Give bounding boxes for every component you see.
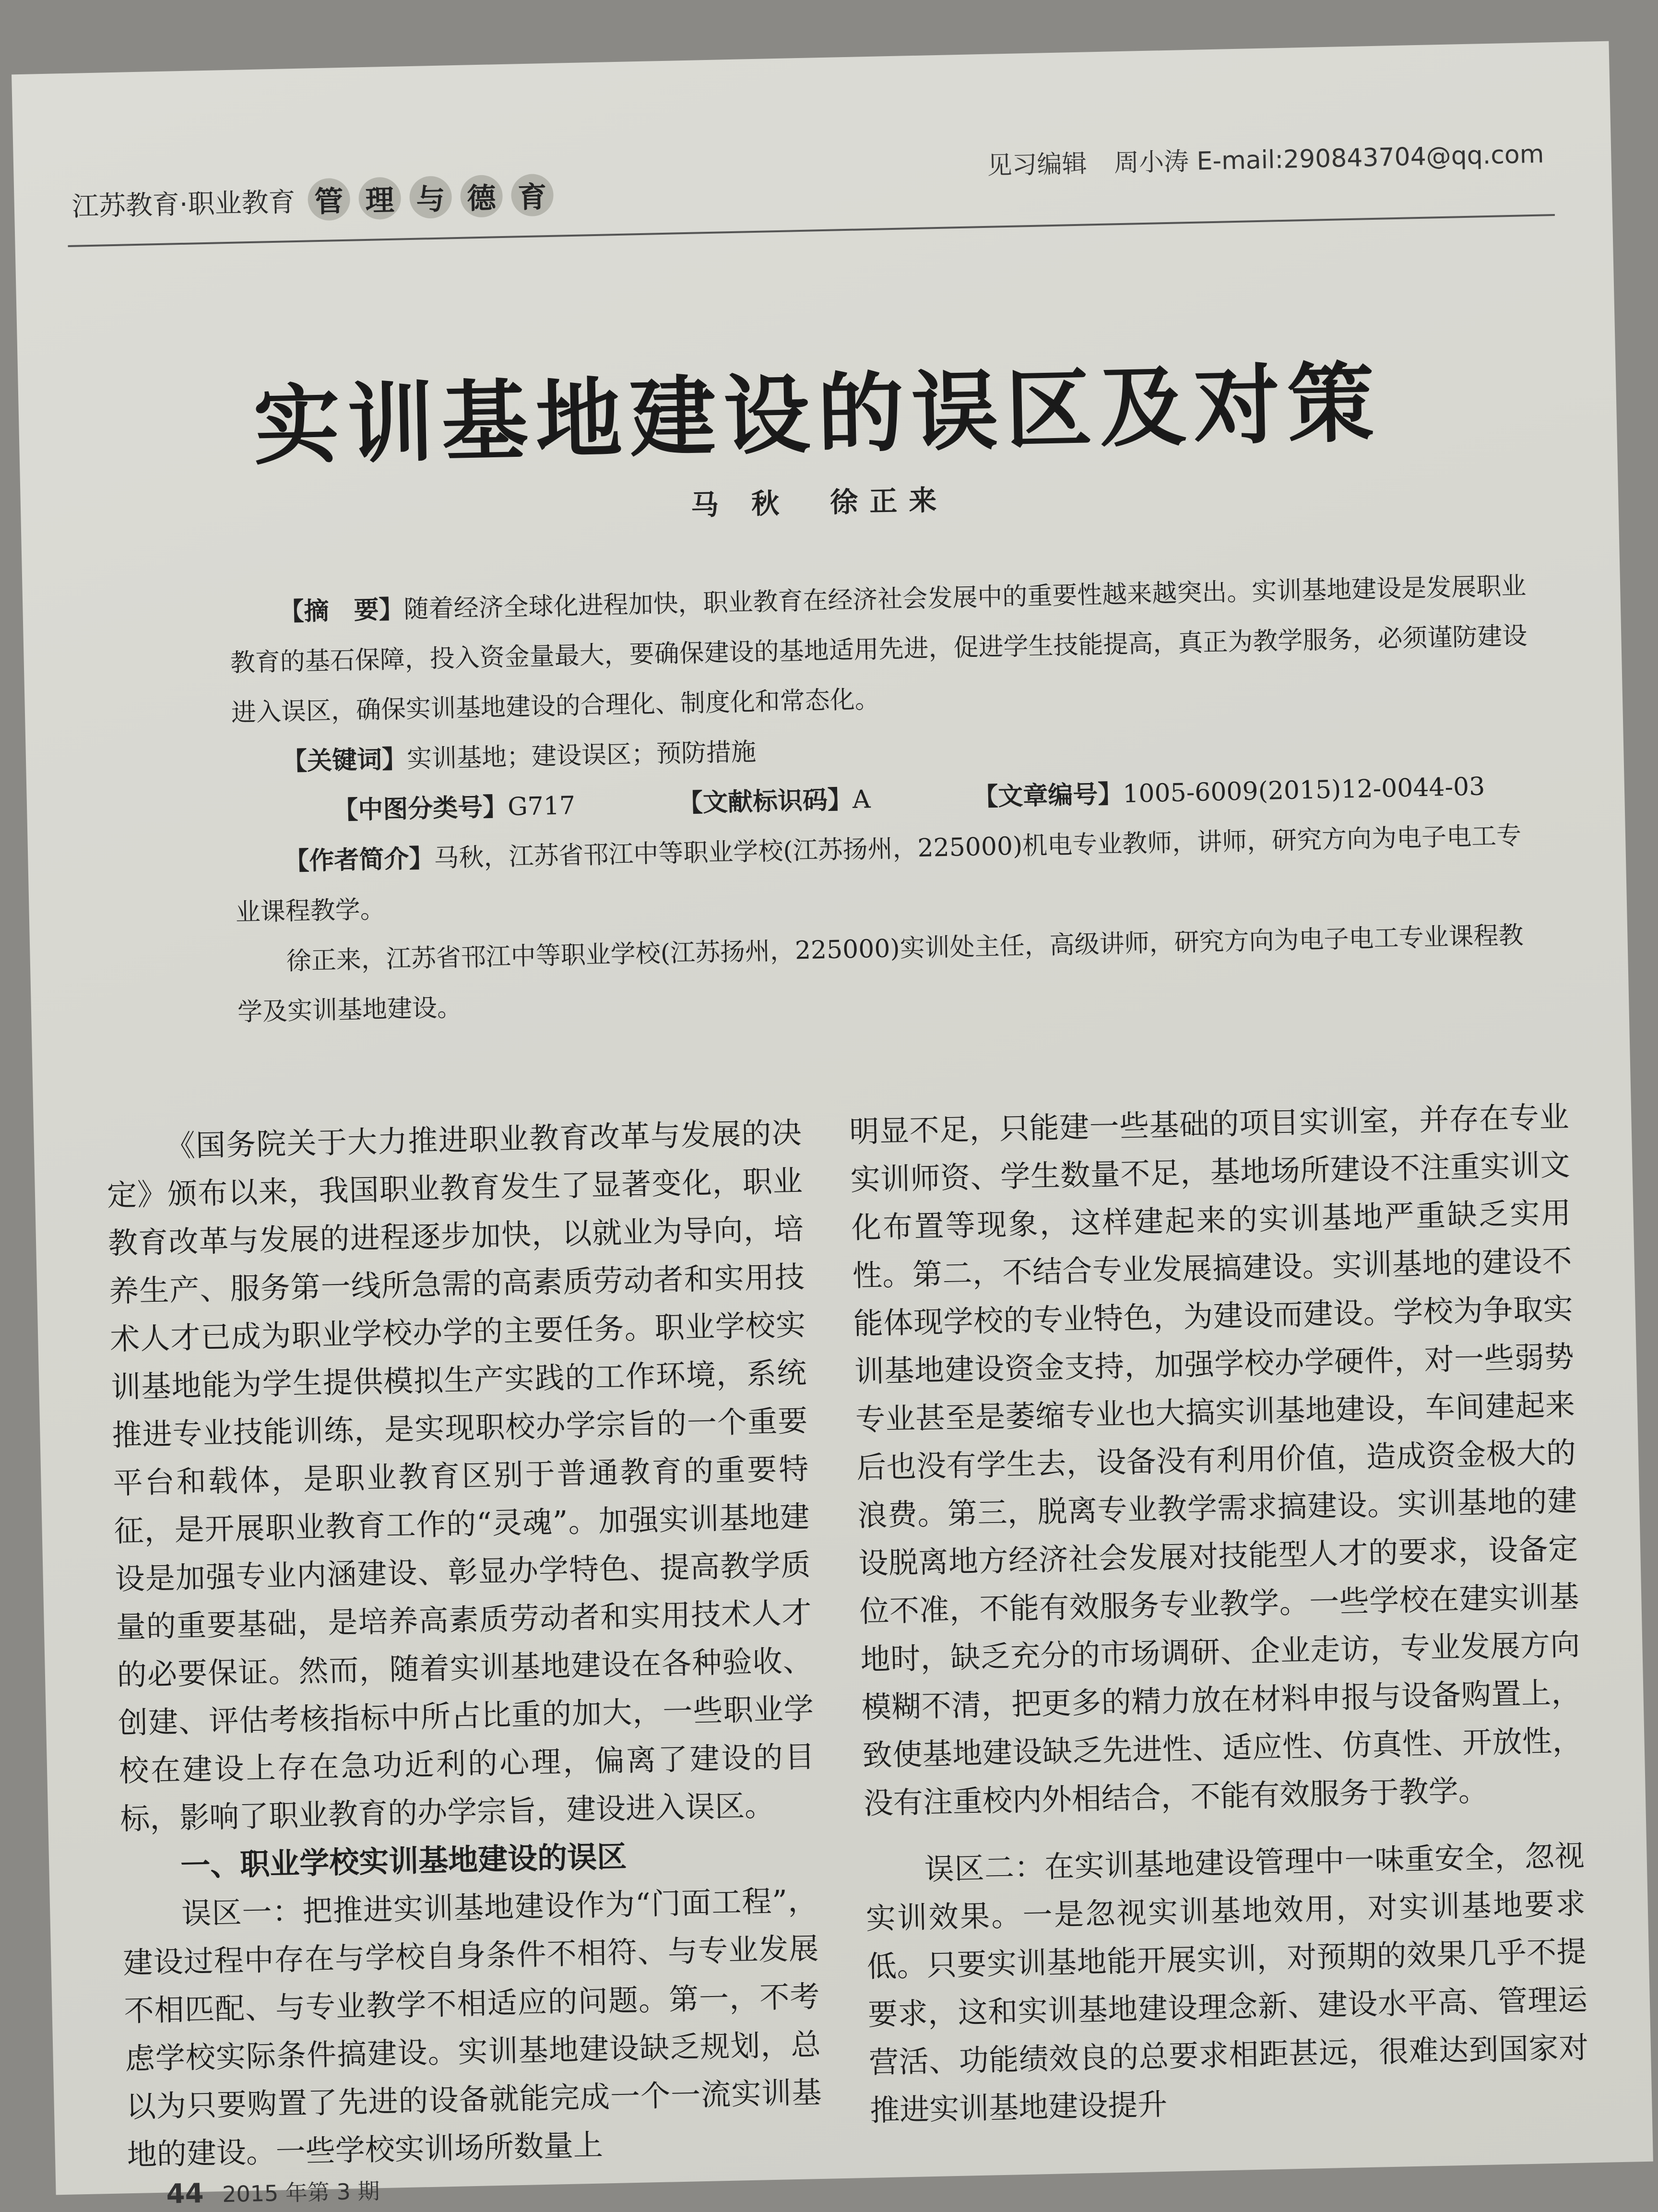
section-char: 与: [409, 176, 452, 219]
section-char: 德: [460, 175, 503, 218]
body-column-left: [106, 1109, 823, 2179]
body-paragraph: 《国务院关于大力推进职业教育改革与发展的决定》颁布以来，我国职业教育发生了显著变化，职业教育改革与发展的进程逐步加快，以就业为导向，培养生产、服务第一线所急需的高素质劳动者和实用技术人才已成为职业学校办学的主要任务。职业学校实训基地能为学生提供模拟生产实践的工作环境，系统推进专业技能训练，是实现职校办学宗旨的一个重要平台和载体，是职业教育区别于普通教育的重要特征，是开展职业教育工作的“灵魂”。加强实训基地建设是加强专业内涵建设、彰显办学特色、提高教学质量的重要基础，是培养高素质劳动者和实用技术人才的必要保证。然而，随着实训基地建设在各种验收、创建、评估考核指标中所占比重的加大，一些职业学校在建设上存在急功近利的心理，偏离了建设的目标，影响了职业教育的办学宗旨，建设进入误区。: [107, 1115, 815, 1837]
issue-label: 2015 年第 3 期: [222, 2178, 380, 2208]
body-paragraph: 误区二：在实训基地建设管理中一味重安全，忽视实训效果。一是忽视实训基地效用，对实训基地要求低。只要实训基地能开展实训，对预期的效果几乎不提要求，这和实训基地建设理念新、建设水平高、管理运营活、功能绩效良的总要求相距甚远，很难达到国家对推进实训基地建设提升: [865, 1838, 1589, 2128]
abstract-text: 随着经济全球化进程加快，职业教育在经济社会发展中的重要性越来越突出。实训基地建设是发展职业教育的基石保障，投入资金量最大，要确保建设的基地适用先进，促进学生技能提高，真正为教学服务，必须谨防建设进入误区，确保实训基地建设的合理化、制度化和常态化。: [230, 571, 1528, 728]
author-bio-1-text: 马秋，江苏省邗江中等职业学校(江苏扬州，225000)机电专业教师，讲师，研究方向为电子电工专业课程教学。: [235, 821, 1522, 927]
clc-value: G717: [507, 791, 576, 822]
editor-info: [987, 134, 1544, 181]
page-footer: [166, 2174, 380, 2210]
section-badge: [308, 174, 554, 221]
doc-code-value: A: [852, 785, 871, 814]
running-header: [71, 174, 554, 226]
section-char: 管: [308, 178, 351, 221]
journal-page: [12, 41, 1653, 2210]
journal-name: 江苏教育·职业教育: [71, 187, 296, 223]
keywords-text: 实训基地；建设误区；预防措施: [406, 737, 757, 774]
body-paragraph: 误区一：把推进实训基地建设作为“门面工程”，建设过程中存在与学校自身条件不相符、与专业发展不相匹配、与专业教学不相适应的问题。第一，不考虑学校实际条件搞建设。实训基地建设缺乏规划，总以为只要购置了先进的设备就能完成一个一流实训基地的建设。一些学校实训场所数量上: [122, 1883, 822, 2173]
body-paragraph: 明显不足，只能建一些基础的项目实训室，并存在专业实训师资、学生数量不足，基地场所建设不注重实训文化布置等现象，这样建起来的实训基地严重缺乏实用性。第二，不结合专业发展搞建设。实训基地的建设不能体现学校的专业特色，为建设而建设。学校为争取实训基地建设资金支持，加强学校办学硬件，对一些弱势专业甚至是萎缩专业也大搞实训基地建设，车间建起来后也没有学生去，设备没有利用价值，造成资金极大的浪费。第三，脱离专业教学需求搞建设。实训基地的建设脱离地方经济社会发展对技能型人才的要求，设备定位不准，不能有效服务专业教学。一些学校在建实训基地时，缺乏充分的市场调研、企业走访，专业发展方向模糊不清，把更多的精力放在材料申报与设备购置上，致使基地建设缺乏先进性、适应性、仿真性、开放性，没有注重校内外相结合，不能有效服务于教学。: [849, 1099, 1583, 1821]
abstract: [229, 561, 1537, 738]
article-no-label: 【文章编号】: [972, 780, 1124, 812]
article-metadata: [229, 561, 1543, 1037]
clc-number: [283, 781, 576, 837]
editor-contact: 周小涛 E-mail:290843704@qq.com: [1113, 140, 1544, 178]
clc-label: 【中图分类号】: [332, 793, 508, 825]
body-column-right: [849, 1093, 1590, 2135]
keywords-label: 【关键词】: [282, 745, 407, 776]
article-title: 实训基地建设的误区及对策: [252, 352, 1383, 477]
author-bio-label: 【作者简介】: [284, 844, 435, 876]
abstract-label: 【摘 要】: [279, 595, 404, 627]
editor-label: 见习编辑: [986, 149, 1088, 180]
document-code: [628, 774, 871, 830]
section-char: 育: [510, 174, 554, 217]
doc-code-label: 【文献标识码】: [677, 785, 853, 818]
article-no-value: 1005-6009(2015)12-0044-03: [1122, 772, 1485, 809]
page-number: 44: [166, 2177, 204, 2210]
article-authors: 马 秋 徐正来: [690, 483, 948, 522]
author-bio-2: 徐正来，江苏省邗江中等职业学校(江苏扬州，225000)实训处主任，高级讲师，研究方向为电子电工专业课程教学及实训基地建设。: [237, 921, 1524, 1027]
section-char: 理: [358, 177, 402, 220]
section-heading: 一、职业学校实训基地建设的误区: [180, 1839, 627, 1883]
